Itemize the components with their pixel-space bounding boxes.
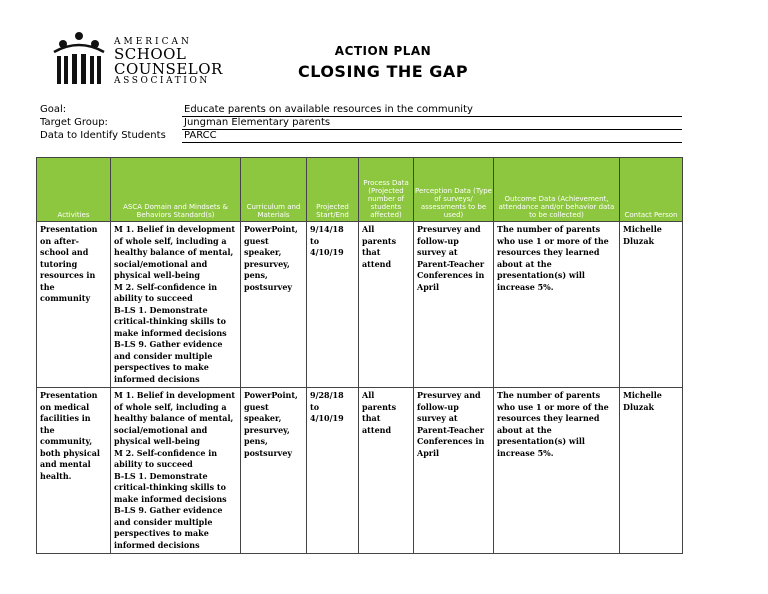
action-plan-table — [36, 157, 683, 554]
contact-cell: Michelle Dluzak — [620, 222, 683, 388]
column-header: Projected Start/End — [307, 158, 359, 222]
column-header: Outcome Data (Achievement, attendance and/or behavior data to be collected) — [494, 158, 620, 222]
perception-cell: Presurvey and follow-up survey at Parent-Teacher Conferences in April — [414, 222, 494, 388]
column-header: Process Data (Projected number of students affected) — [359, 158, 414, 222]
info-value: Jungman Elementary parents — [182, 117, 682, 130]
standards-text — [114, 390, 237, 551]
info-label: Target Group: — [40, 117, 108, 128]
asca-logo — [50, 28, 223, 90]
standards-text — [114, 224, 237, 385]
dates-cell: 9/28/18 to 4/10/19 — [307, 388, 359, 554]
contact-cell: Michelle Dluzak — [620, 388, 683, 554]
activity-cell: Presentation on medical facilities in the community, both physical and mental health. — [37, 388, 111, 554]
materials-cell: PowerPoint, guest speaker, presurvey, pens, postsurvey — [241, 388, 307, 554]
info-row-target-group — [40, 117, 682, 130]
plan-info — [40, 104, 682, 143]
column-header: ASCA Domain and Mindsets & Behaviors Standard(s) — [111, 158, 241, 222]
column-header: Curriculum and Materials — [241, 158, 307, 222]
table-row — [37, 222, 683, 388]
logo-line-2: SCHOOL — [114, 45, 187, 63]
table-header-row — [37, 158, 683, 222]
info-value: Educate parents on available resources in the community — [182, 104, 682, 117]
column-header: Perception Data (Type of surveys/ assessments to be used) — [414, 158, 494, 222]
logo-line-3: COUNSELOR — [114, 60, 223, 78]
perception-cell: Presurvey and follow-up survey at Parent-Teacher Conferences in April — [414, 388, 494, 554]
page-title: CLOSING THE GAP — [297, 62, 469, 81]
outcome-cell: The number of parents who use 1 or more of the resources they learned about at the presentation(s) will increase 5%. — [494, 222, 620, 388]
column-header: Activities — [37, 158, 111, 222]
standard-line: M 1. Belief in development of whole self, including a healthy balance of mental, social/emotional and physical well-being — [114, 224, 236, 280]
page-title-small: ACTION PLAN — [334, 44, 432, 58]
standard-line: B-LS 9. Gather evidence and consider multiple perspectives to make informed decisions — [114, 505, 223, 550]
dates-cell: 9/14/18 to 4/10/19 — [307, 222, 359, 388]
logo-wordmark — [114, 38, 223, 86]
activity-cell: Presentation on after-school and tutoring resources in the community — [37, 222, 111, 388]
process-cell: All parents that attend — [359, 388, 414, 554]
standard-line: B-LS 1. Demonstrate critical-thinking skills to make informed decisions — [114, 470, 227, 504]
family-figures-icon — [50, 28, 108, 88]
standard-line: M 2. Self-confidence in ability to succeed — [114, 447, 218, 469]
info-row-data — [40, 130, 682, 143]
logo-line-1: AMERICAN — [114, 37, 192, 47]
standards-cell — [111, 222, 241, 388]
standards-cell — [111, 388, 241, 554]
standard-line: M 1. Belief in development of whole self, including a healthy balance of mental, social/emotional and physical well-being — [114, 390, 236, 446]
logo-line-4: ASSOCIATION — [114, 76, 210, 86]
materials-cell: PowerPoint, guest speaker, presurvey, pens, postsurvey — [241, 222, 307, 388]
standard-line: M 2. Self-confidence in ability to succeed — [114, 281, 218, 303]
column-header: Contact Person — [620, 158, 683, 222]
standard-line: B-LS 9. Gather evidence and consider multiple perspectives to make informed decisions — [114, 339, 223, 384]
info-label: Data to Identify Students — [40, 130, 166, 141]
table-row — [37, 388, 683, 554]
info-value: PARCC — [182, 130, 682, 143]
info-label: Goal: — [40, 104, 67, 115]
info-row-goal — [40, 104, 682, 117]
outcome-cell: The number of parents who use 1 or more of the resources they learned about at the presentation(s) will increase 5%. — [494, 388, 620, 554]
standard-line: B-LS 1. Demonstrate critical-thinking skills to make informed decisions — [114, 304, 227, 338]
process-cell: All parents that attend — [359, 222, 414, 388]
